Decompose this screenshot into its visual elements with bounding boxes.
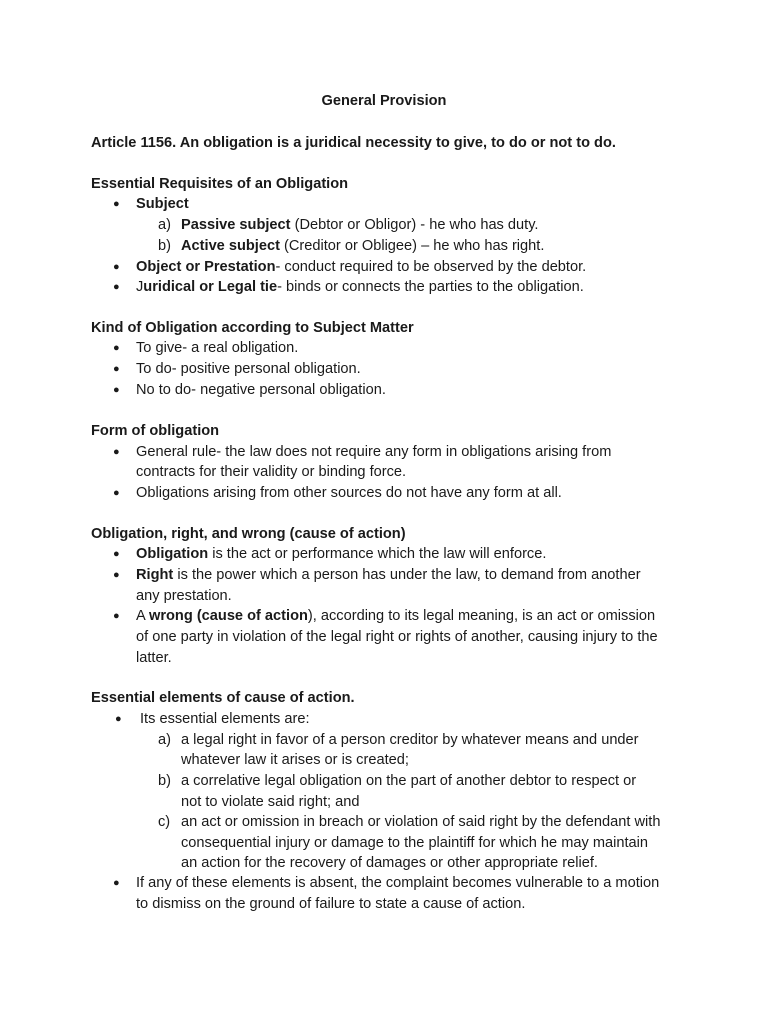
list-item-legal-right: a legal right in favor of a person creditor by whatever means and under — [181, 732, 639, 748]
list-item-legal-right-cont: whatever law it arises or is created; — [181, 752, 409, 768]
list-item-elements-absent: If any of these elements is absent, the complaint becomes vulnerable to a motion — [136, 875, 660, 891]
list-item-passive-subject: Passive subject (Debtor or Obligor) - he who has duty. — [181, 217, 539, 233]
bullet-icon: ● — [113, 610, 120, 622]
list-item-object-prestation: Object or Prestation- conduct required to be observed by the debtor. — [136, 259, 587, 275]
bullet-icon: ● — [113, 877, 120, 889]
heading-kind-of-obligation: Kind of Obligation according to Subject Matter — [91, 320, 414, 336]
list-item-act-or-omission: an act or omission in breach or violation of said right by the defendant with — [181, 814, 661, 830]
list-item-wrong-cont: of one party in violation of the legal right or rights of another, causing injury to the — [136, 629, 658, 645]
list-item-other-sources: Obligations arising from other sources do not have any form at all. — [136, 485, 562, 501]
list-marker-b: b) — [158, 773, 171, 789]
bullet-icon: ● — [113, 548, 120, 560]
bullet-icon: ● — [113, 281, 120, 293]
heading-obligation-right-wrong: Obligation, right, and wrong (cause of action) — [91, 526, 406, 542]
list-item-to-do: To do- positive personal obligation. — [136, 361, 361, 377]
list-item-act-or-omission-cont: consequential injury or damage to the plaintiff for which he may maintain — [181, 835, 648, 851]
list-item-juridical-tie: Juridical or Legal tie- binds or connects the parties to the obligation. — [136, 279, 584, 295]
list-item-elements-absent-cont: to dismiss on the ground of failure to state a cause of action. — [136, 896, 526, 912]
list-item-correlative-obligation: a correlative legal obligation on the part of another debtor to respect or — [181, 773, 637, 789]
list-item-elements-intro: Its essential elements are: — [140, 711, 310, 727]
heading-essential-elements: Essential elements of cause of action. — [91, 690, 355, 706]
list-marker-b: b) — [158, 238, 171, 254]
page-title: General Provision — [321, 93, 447, 109]
bullet-icon: ● — [113, 384, 120, 396]
bullet-icon: ● — [113, 261, 120, 273]
list-item-subject: Subject — [136, 196, 189, 212]
list-item-general-rule: General rule- the law does not require any form in obligations arising from — [136, 444, 612, 460]
bullet-icon: ● — [115, 713, 122, 725]
bullet-icon: ● — [113, 363, 120, 375]
list-item-active-subject: Active subject (Creditor or Obligee) – he who has right. — [181, 238, 545, 254]
bullet-icon: ● — [113, 446, 120, 458]
article-1156: Article 1156. An obligation is a juridical necessity to give, to do or not to do. — [91, 135, 616, 151]
bullet-icon: ● — [113, 198, 120, 210]
list-marker-a: a) — [158, 732, 171, 748]
list-item-right-cont: any prestation. — [136, 588, 232, 604]
list-marker-a: a) — [158, 217, 171, 233]
bullet-icon: ● — [113, 487, 120, 499]
list-item-wrong-cont-2: latter. — [136, 650, 172, 666]
list-item-to-give: To give- a real obligation. — [136, 340, 299, 356]
heading-essential-requisites: Essential Requisites of an Obligation — [91, 176, 349, 192]
list-item-not-to-do: No to do- negative personal obligation. — [136, 382, 386, 398]
list-item-right: Right is the power which a person has under the law, to demand from another — [136, 567, 641, 583]
heading-form-of-obligation: Form of obligation — [91, 423, 220, 439]
bullet-icon: ● — [113, 569, 120, 581]
list-item-obligation: Obligation is the act or performance which the law will enforce. — [136, 546, 547, 562]
list-item-act-or-omission-cont-2: an action for the recovery of damages or other appropriate relief. — [181, 855, 598, 871]
list-item-wrong: A wrong (cause of action), according to its legal meaning, is an act or omission — [136, 608, 656, 624]
list-item-general-rule-cont: contracts for their validity or binding force. — [136, 464, 407, 480]
list-item-correlative-obligation-cont: not to violate said right; and — [181, 794, 360, 810]
bullet-icon: ● — [113, 342, 120, 354]
list-marker-c: c) — [158, 814, 171, 830]
